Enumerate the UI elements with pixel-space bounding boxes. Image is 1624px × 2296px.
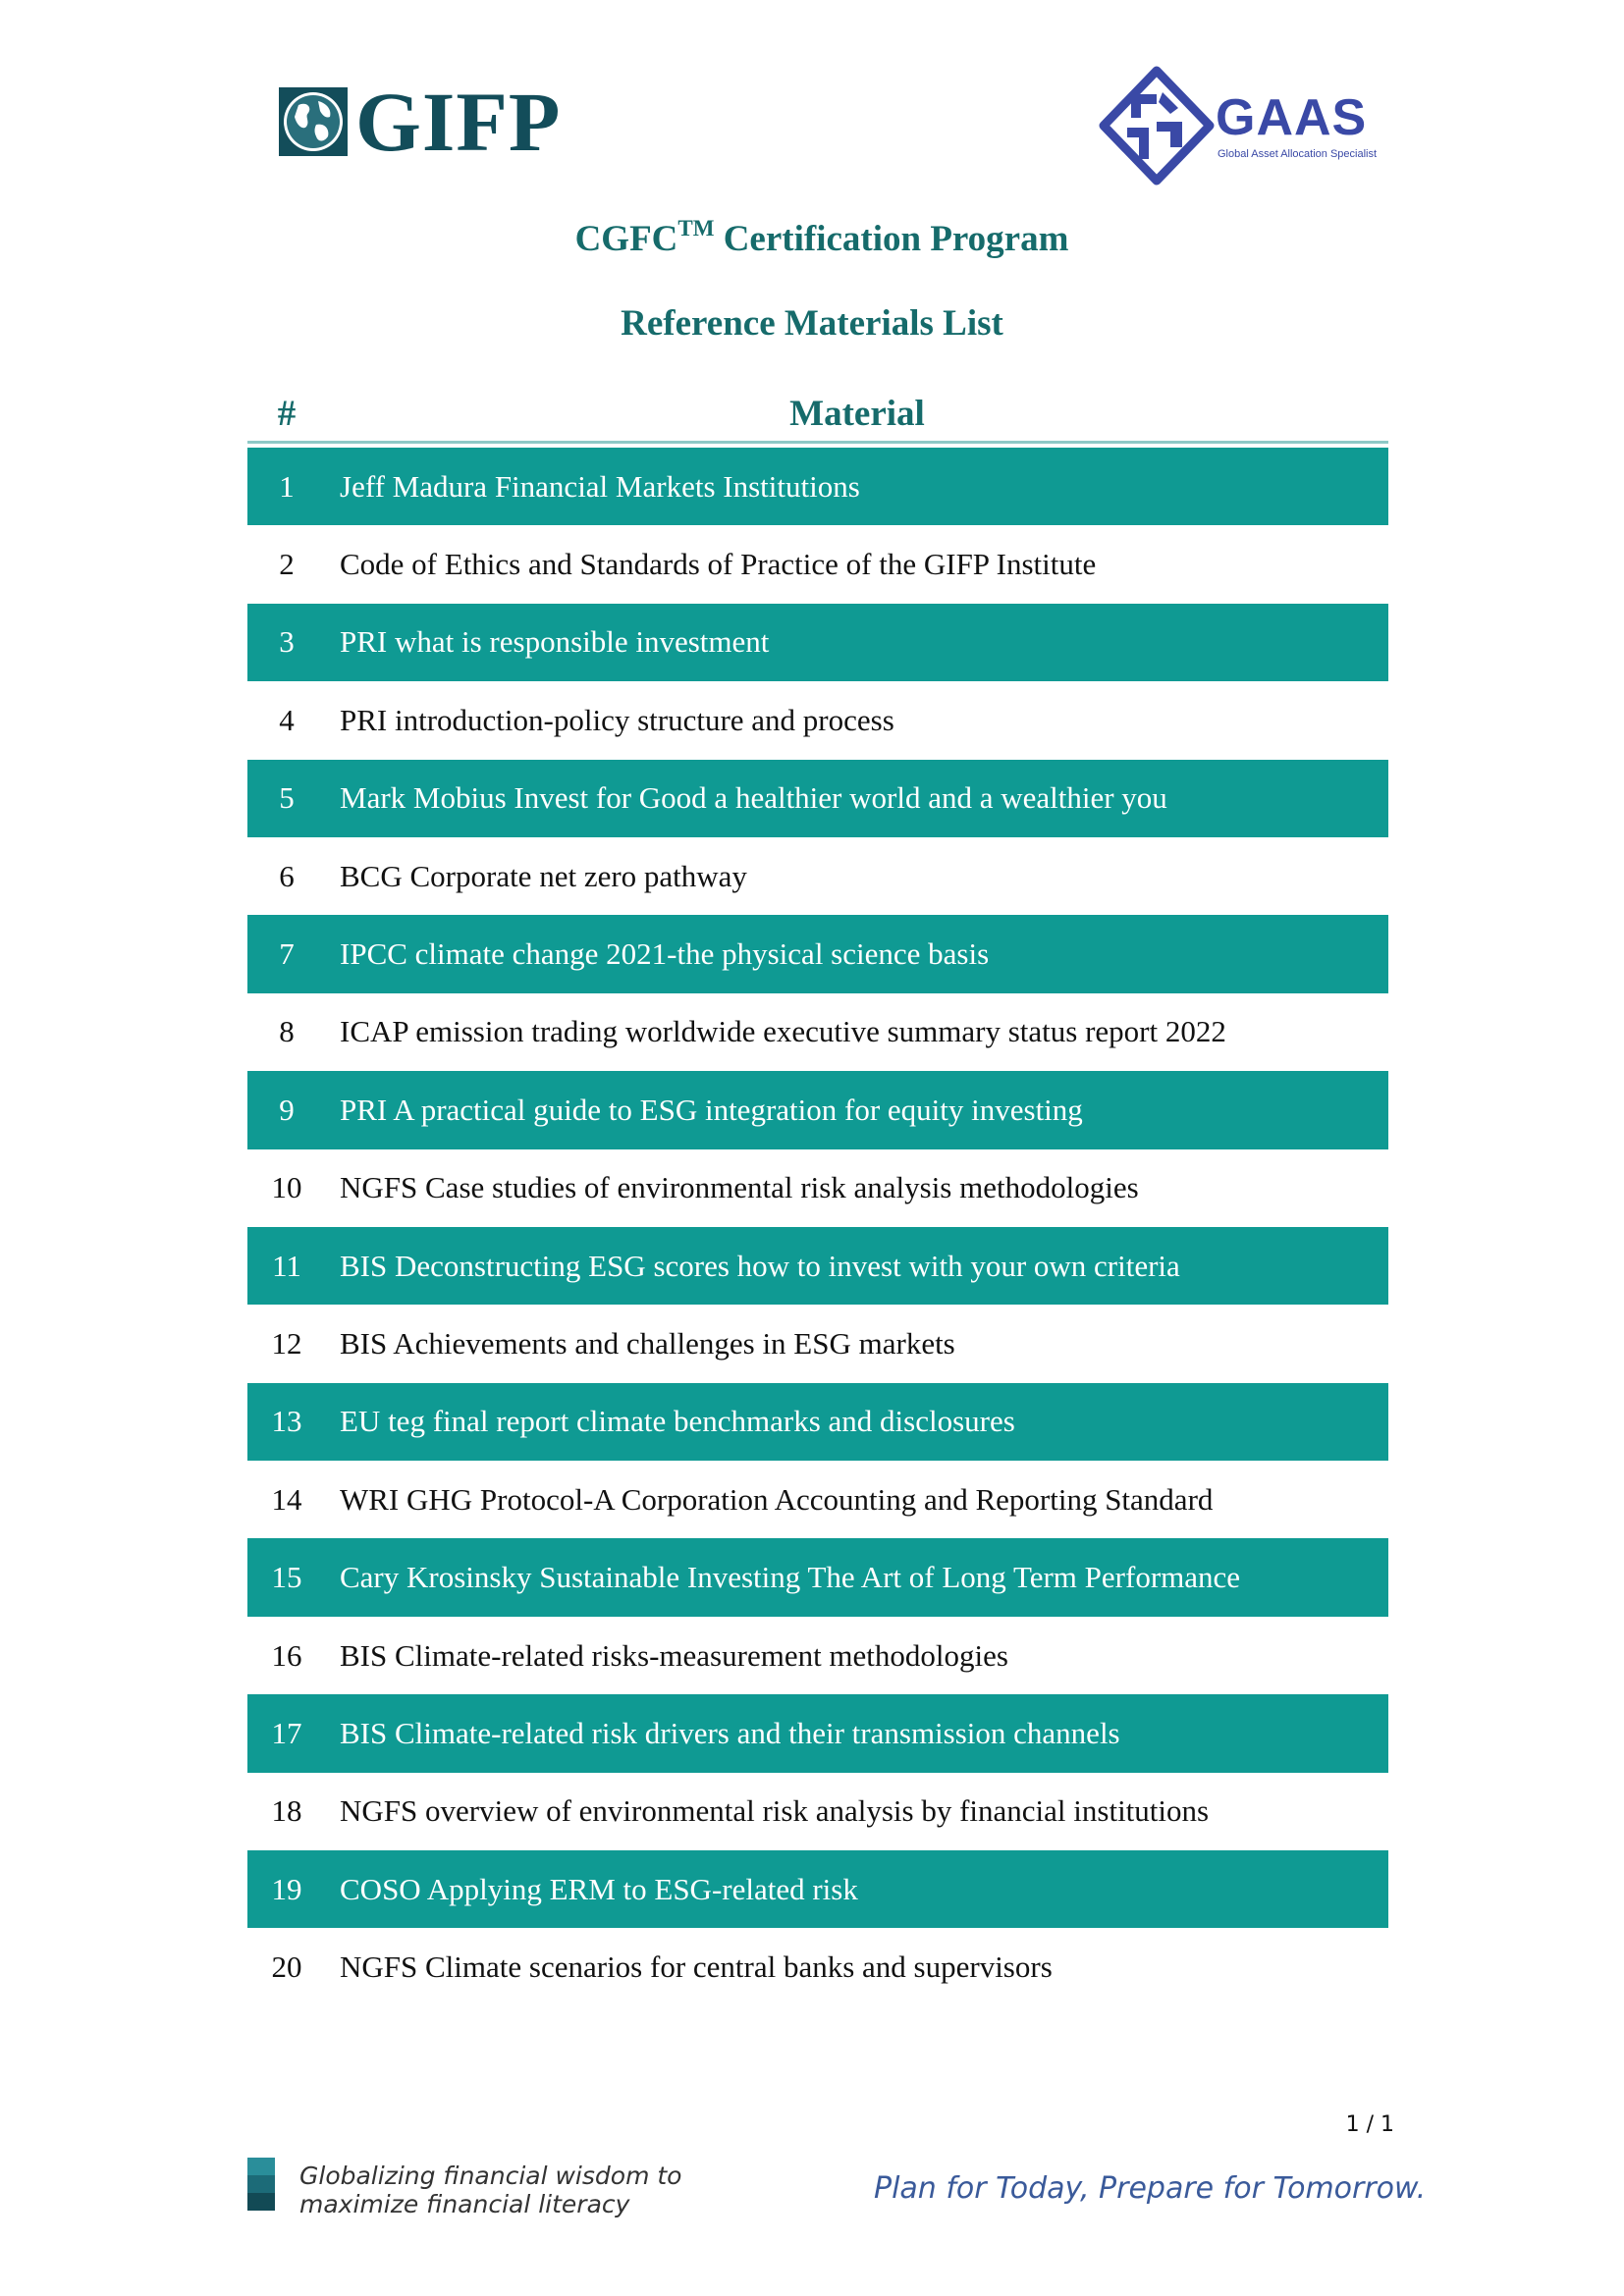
row-material: ICAP emission trading worldwide executive summary status report 2022 bbox=[340, 1014, 1226, 1049]
row-material: NGFS overview of environmental risk analysis by financial institutions bbox=[340, 1793, 1210, 1829]
row-material: NGFS Case studies of environmental risk analysis methodologies bbox=[340, 1170, 1139, 1205]
table-row bbox=[247, 1617, 1388, 1694]
list-title: Reference Materials List bbox=[621, 303, 1003, 344]
table-header bbox=[247, 391, 1388, 444]
gaas-logo-subtitle: Global Asset Allocation Specialist bbox=[1218, 148, 1378, 160]
row-number: 19 bbox=[271, 1871, 302, 1906]
program-title-prefix: CGFC bbox=[574, 219, 678, 259]
row-number: 18 bbox=[271, 1793, 302, 1829]
row-material: PRI introduction-policy structure and process bbox=[340, 702, 894, 737]
row-material: IPCC climate change 2021-the physical science basis bbox=[340, 936, 990, 972]
gifp-logo bbox=[279, 75, 562, 169]
footer-color-bars bbox=[247, 2158, 275, 2211]
table-row bbox=[247, 448, 1388, 525]
row-number: 11 bbox=[272, 1248, 301, 1283]
row-number: 3 bbox=[279, 624, 295, 660]
table-row bbox=[247, 1538, 1388, 1616]
gaas-emblem-icon bbox=[1098, 65, 1216, 187]
footer-slogan-right: Plan for Today, Prepare for Tomorrow. bbox=[874, 2171, 1427, 2206]
row-number: 20 bbox=[271, 1949, 302, 1985]
footer-bar bbox=[247, 2158, 275, 2175]
table-row bbox=[247, 604, 1388, 681]
gaas-logo-text: GAAS bbox=[1216, 89, 1368, 146]
gaas-logo bbox=[1098, 65, 1388, 187]
footer-bar bbox=[247, 2175, 275, 2193]
row-material: BIS Deconstructing ESG scores how to invest with your own criteria bbox=[340, 1248, 1180, 1283]
row-material: Mark Mobius Invest for Good a healthier world and a wealthier you bbox=[340, 780, 1167, 816]
row-number: 17 bbox=[271, 1715, 302, 1750]
table-row bbox=[247, 915, 1388, 992]
table-row bbox=[247, 681, 1388, 759]
table-row bbox=[247, 1694, 1388, 1772]
row-material: BIS Climate-related risks-measurement methodologies bbox=[340, 1637, 1008, 1673]
gifp-logo-text: GIFP bbox=[355, 75, 562, 169]
row-number: 8 bbox=[279, 1014, 295, 1049]
table-row bbox=[247, 837, 1388, 915]
row-number: 4 bbox=[279, 702, 295, 737]
row-material: PRI what is responsible investment bbox=[340, 624, 770, 660]
program-title-suffix: Certification Program bbox=[714, 219, 1069, 259]
globe-icon bbox=[279, 87, 348, 156]
footer-slogan-left bbox=[299, 2162, 681, 2218]
row-number: 10 bbox=[271, 1170, 302, 1205]
row-number: 6 bbox=[279, 858, 295, 893]
trademark-superscript: TM bbox=[677, 216, 715, 240]
table-row bbox=[247, 1928, 1388, 2005]
footer-bar bbox=[247, 2193, 275, 2211]
table-row bbox=[247, 1773, 1388, 1850]
row-material: Jeff Madura Financial Markets Institutions bbox=[340, 468, 860, 504]
row-number: 2 bbox=[279, 547, 295, 582]
row-material: BIS Achievements and challenges in ESG markets bbox=[340, 1325, 955, 1361]
table-row bbox=[247, 760, 1388, 837]
row-material: EU teg final report climate benchmarks and disclosures bbox=[340, 1404, 1015, 1439]
table-row bbox=[247, 1149, 1388, 1227]
row-material: PRI A practical guide to ESG integration for equity investing bbox=[340, 1092, 1083, 1127]
row-number: 5 bbox=[279, 780, 295, 816]
slogan-left-line1: Globalizing financial wisdom to bbox=[299, 2162, 682, 2190]
row-material: NGFS Climate scenarios for central banks and supervisors bbox=[340, 1949, 1053, 1985]
row-material: BIS Climate-related risk drivers and their transmission channels bbox=[340, 1715, 1120, 1750]
row-material: Cary Krosinsky Sustainable Investing The Art of Long Term Performance bbox=[340, 1560, 1241, 1595]
materials-table bbox=[247, 448, 1388, 2006]
table-row bbox=[247, 525, 1388, 603]
slogan-left-line2: maximize financial literacy bbox=[299, 2190, 630, 2218]
table-row bbox=[247, 1850, 1388, 1928]
program-title bbox=[10, 216, 1624, 260]
row-number: 7 bbox=[279, 936, 295, 972]
row-number: 12 bbox=[271, 1325, 302, 1361]
table-row bbox=[247, 993, 1388, 1071]
table-row bbox=[247, 1383, 1388, 1461]
row-material: BCG Corporate net zero pathway bbox=[340, 858, 747, 893]
table-row bbox=[247, 1227, 1388, 1305]
table-row bbox=[247, 1305, 1388, 1382]
table-row bbox=[247, 1071, 1388, 1148]
row-material: COSO Applying ERM to ESG-related risk bbox=[340, 1871, 858, 1906]
row-material: WRI GHG Protocol-A Corporation Accounting and Reporting Standard bbox=[340, 1481, 1214, 1517]
table-row bbox=[247, 1461, 1388, 1538]
row-number: 13 bbox=[271, 1404, 302, 1439]
row-number: 15 bbox=[271, 1560, 302, 1595]
header-material: Material bbox=[789, 394, 925, 434]
row-number: 14 bbox=[271, 1481, 302, 1517]
header-divider bbox=[247, 441, 1388, 444]
page-number: 1 / 1 bbox=[1345, 2112, 1394, 2137]
row-number: 9 bbox=[279, 1092, 295, 1127]
row-number: 1 bbox=[279, 468, 295, 504]
row-material: Code of Ethics and Standards of Practice of the GIFP Institute bbox=[340, 547, 1097, 582]
header-num: # bbox=[277, 394, 297, 434]
row-number: 16 bbox=[271, 1637, 302, 1673]
